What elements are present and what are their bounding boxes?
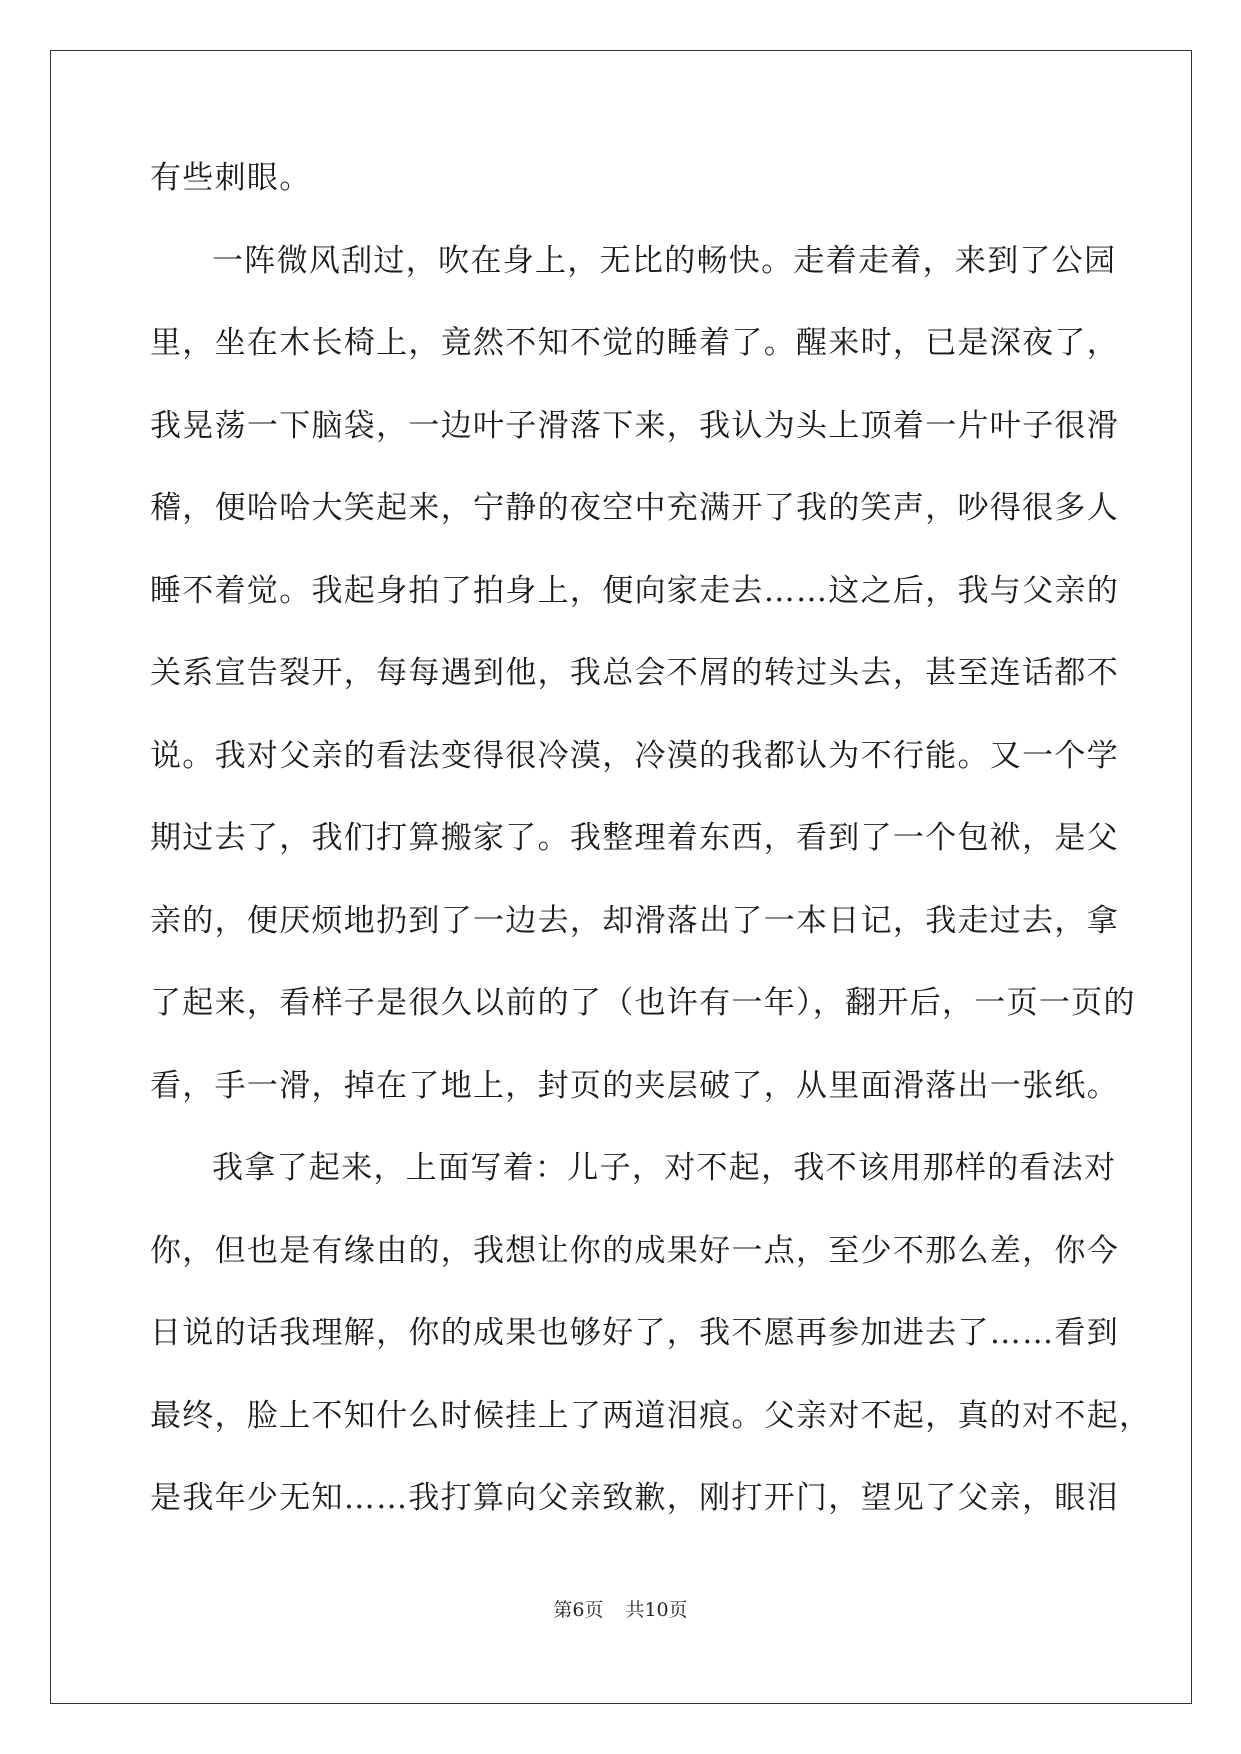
text-line-9: 期过去了，我们打算搬家了。我整理着东西，看到了一个包袱，是父 [150,820,1119,856]
page-number-total: 共10页 [625,1599,688,1621]
document-body [150,158,1152,1561]
text-line-2: 一阵微风刮过，吹在身上，无比的畅快。走着走着，来到了公园 [212,242,1117,279]
text-line-3: 里，坐在木长椅上，竟然不知不觉的睡着了。醒来时，已是深夜了， [150,325,1119,361]
text-line-1: 有些刺眼。 [150,160,312,196]
text-line-16: 最终，脸上不知什么时候挂上了两道泪痕。父亲对不起，真的对不起， [150,1397,1152,1434]
text-line-11: 了起来，看样子是很久以前的了（也许有一年），翻开后，一页一页的 [150,985,1136,1021]
page-footer [0,1595,1241,1622]
text-line-13: 我拿了起来，上面写着：儿子，对不起，我不该用那样的看法对 [212,1150,1117,1186]
text-line-8: 说。我对父亲的看法变得很冷漠，冷漠的我都认为不行能。又一个学 [150,737,1119,774]
text-line-12: 看，手一滑，掉在了地上，封页的夹层破了，从里面滑落出一张纸。 [150,1067,1119,1104]
text-line-14: 你，但也是有缘由的，我想让你的成果好一点，至少不那么差，你今 [150,1232,1119,1269]
text-line-15: 日说的话我理解，你的成果也够好了，我不愿再参加进去了……看到 [150,1315,1119,1351]
page-number-current: 第6页 [553,1599,604,1621]
text-line-17: 是我年少无知……我打算向父亲致歉，刚打开门，望见了父亲，眼泪 [150,1480,1119,1516]
text-line-4: 我晃荡一下脑袋，一边叶子滑落下来，我认为头上顶着一片叶子很滑 [150,407,1119,444]
text-line-10: 亲的，便厌烦地扔到了一边去，却滑落出了一本日记，我走过去，拿 [150,902,1119,939]
text-line-5: 稽，便哈哈大笑起来，宁静的夜空中充满开了我的笑声，吵得很多人 [150,490,1119,526]
text-line-7: 关系宣告裂开，每每遇到他，我总会不屑的转过头去，甚至连话都不 [150,655,1119,691]
text-line-6: 睡不着觉。我起身拍了拍身上，便向家走去……这之后，我与父亲的 [150,572,1119,609]
